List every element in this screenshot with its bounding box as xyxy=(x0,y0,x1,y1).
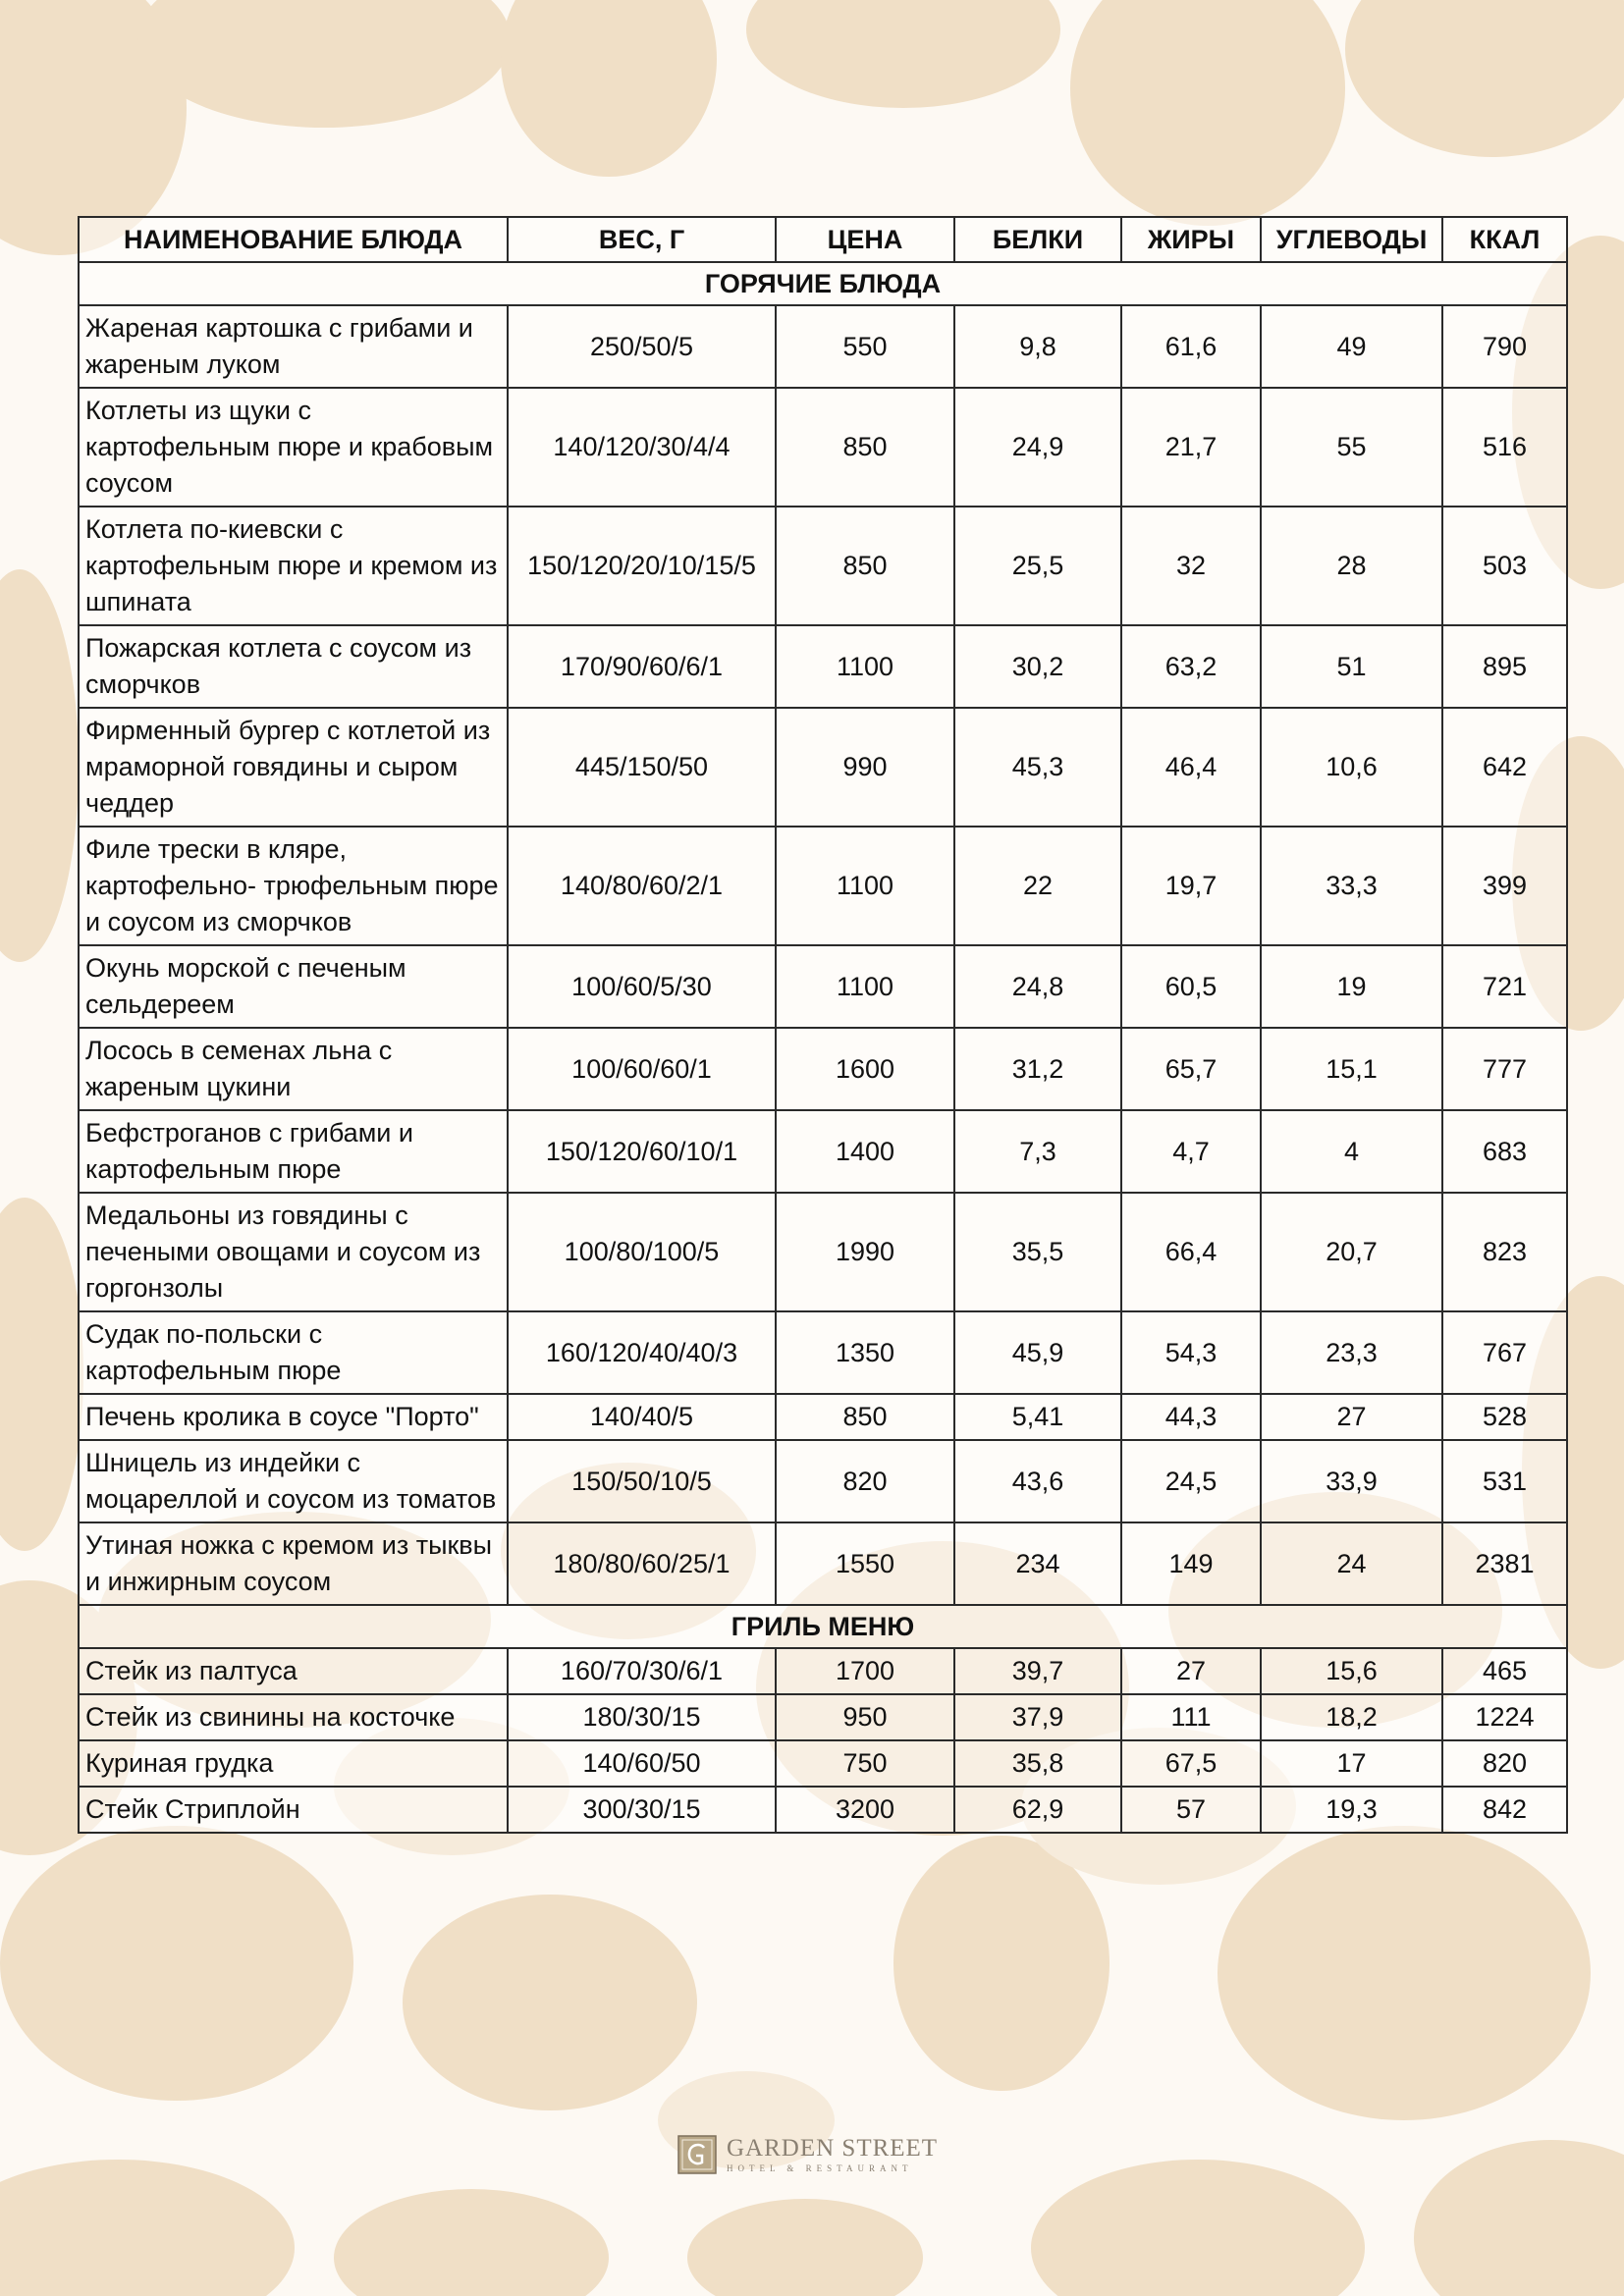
protein-cell: 45,9 xyxy=(954,1311,1121,1394)
table-row xyxy=(79,507,1567,625)
price-cell: 950 xyxy=(776,1694,954,1740)
kcal-cell: 399 xyxy=(1442,827,1567,945)
fat-cell: 149 xyxy=(1121,1522,1261,1605)
header-price: ЦЕНА xyxy=(776,217,954,262)
dish-name-cell: Лосось в семенах льна с жареным цукини xyxy=(79,1028,508,1110)
protein-cell: 25,5 xyxy=(954,507,1121,625)
fat-cell: 21,7 xyxy=(1121,388,1261,507)
protein-cell: 24,9 xyxy=(954,388,1121,507)
price-cell: 820 xyxy=(776,1440,954,1522)
weight-cell: 150/120/60/10/1 xyxy=(508,1110,776,1193)
fat-cell: 65,7 xyxy=(1121,1028,1261,1110)
fat-cell: 67,5 xyxy=(1121,1740,1261,1787)
kcal-cell: 1224 xyxy=(1442,1694,1567,1740)
price-cell: 1550 xyxy=(776,1522,954,1605)
fat-cell: 44,3 xyxy=(1121,1394,1261,1440)
protein-cell: 39,7 xyxy=(954,1648,1121,1694)
logo-subtitle: HOTEL & RESTAURANT xyxy=(727,2163,913,2173)
kcal-cell: 820 xyxy=(1442,1740,1567,1787)
fat-cell: 63,2 xyxy=(1121,625,1261,708)
price-cell: 750 xyxy=(776,1740,954,1787)
kcal-cell: 767 xyxy=(1442,1311,1567,1394)
price-cell: 1990 xyxy=(776,1193,954,1311)
dish-name-cell: Стейк Стриплойн xyxy=(79,1787,508,1833)
fat-cell: 66,4 xyxy=(1121,1193,1261,1311)
garden-street-logo xyxy=(677,2130,952,2179)
table-row xyxy=(79,1193,1567,1311)
table-row xyxy=(79,1740,1567,1787)
weight-cell: 140/60/50 xyxy=(508,1740,776,1787)
protein-cell: 9,8 xyxy=(954,305,1121,388)
protein-cell: 5,41 xyxy=(954,1394,1121,1440)
carbs-cell: 24 xyxy=(1261,1522,1442,1605)
carbs-cell: 27 xyxy=(1261,1394,1442,1440)
table-row xyxy=(79,708,1567,827)
kcal-cell: 2381 xyxy=(1442,1522,1567,1605)
carbs-cell: 18,2 xyxy=(1261,1694,1442,1740)
weight-cell: 140/120/30/4/4 xyxy=(508,388,776,507)
table-row xyxy=(79,827,1567,945)
table-row xyxy=(79,1694,1567,1740)
weight-cell: 140/40/5 xyxy=(508,1394,776,1440)
carbs-cell: 51 xyxy=(1261,625,1442,708)
carbs-cell: 55 xyxy=(1261,388,1442,507)
kcal-cell: 528 xyxy=(1442,1394,1567,1440)
fat-cell: 57 xyxy=(1121,1787,1261,1833)
price-cell: 1600 xyxy=(776,1028,954,1110)
dish-name-cell: Судак по-польски с картофельным пюре xyxy=(79,1311,508,1394)
dish-name-cell: Шницель из индейки с моцареллой и соусом из томатов xyxy=(79,1440,508,1522)
carbs-cell: 19 xyxy=(1261,945,1442,1028)
table-row xyxy=(79,1787,1567,1833)
protein-cell: 31,2 xyxy=(954,1028,1121,1110)
weight-cell: 180/30/15 xyxy=(508,1694,776,1740)
carbs-cell: 33,3 xyxy=(1261,827,1442,945)
kcal-cell: 503 xyxy=(1442,507,1567,625)
dish-name-cell: Филе трески в кляре, картофельно- трюфельным пюре и соусом из сморчков xyxy=(79,827,508,945)
price-cell: 1700 xyxy=(776,1648,954,1694)
kcal-cell: 895 xyxy=(1442,625,1567,708)
protein-cell: 22 xyxy=(954,827,1121,945)
carbs-cell: 17 xyxy=(1261,1740,1442,1787)
table-row xyxy=(79,305,1567,388)
price-cell: 1350 xyxy=(776,1311,954,1394)
logo-name: GARDEN STREET xyxy=(727,2135,939,2162)
fat-cell: 24,5 xyxy=(1121,1440,1261,1522)
dish-name-cell: Бефстроганов с грибами и картофельным пюре xyxy=(79,1110,508,1193)
section-header-row xyxy=(79,1605,1567,1648)
fat-cell: 111 xyxy=(1121,1694,1261,1740)
header-dish-name: НАИМЕНОВАНИЕ БЛЮДА xyxy=(79,217,508,262)
fat-cell: 32 xyxy=(1121,507,1261,625)
weight-cell: 150/50/10/5 xyxy=(508,1440,776,1522)
table-row xyxy=(79,1394,1567,1440)
table-row xyxy=(79,945,1567,1028)
kcal-cell: 531 xyxy=(1442,1440,1567,1522)
header-weight: ВЕС, Г xyxy=(508,217,776,262)
section-title: ГРИЛЬ МЕНЮ xyxy=(79,1605,1567,1648)
weight-cell: 250/50/5 xyxy=(508,305,776,388)
weight-cell: 100/60/60/1 xyxy=(508,1028,776,1110)
protein-cell: 43,6 xyxy=(954,1440,1121,1522)
kcal-cell: 790 xyxy=(1442,305,1567,388)
table-row xyxy=(79,1110,1567,1193)
header-protein: БЕЛКИ xyxy=(954,217,1121,262)
price-cell: 1100 xyxy=(776,945,954,1028)
dish-name-cell: Окунь морской с печеным сельдереем xyxy=(79,945,508,1028)
carbs-cell: 23,3 xyxy=(1261,1311,1442,1394)
dish-name-cell: Утиная ножка с кремом из тыквы и инжирным соусом xyxy=(79,1522,508,1605)
dish-name-cell: Куриная грудка xyxy=(79,1740,508,1787)
section-title: ГОРЯЧИЕ БЛЮДА xyxy=(79,262,1567,305)
header-kcal: ККАЛ xyxy=(1442,217,1567,262)
kcal-cell: 823 xyxy=(1442,1193,1567,1311)
section-header-row xyxy=(79,262,1567,305)
fat-cell: 4,7 xyxy=(1121,1110,1261,1193)
dish-name-cell: Котлета по-киевски с картофельным пюре и кремом из шпината xyxy=(79,507,508,625)
weight-cell: 140/80/60/2/1 xyxy=(508,827,776,945)
table-row xyxy=(79,1522,1567,1605)
kcal-cell: 842 xyxy=(1442,1787,1567,1833)
dish-name-cell: Котлеты из щуки с картофельным пюре и крабовым соусом xyxy=(79,388,508,507)
kcal-cell: 465 xyxy=(1442,1648,1567,1694)
protein-cell: 30,2 xyxy=(954,625,1121,708)
table-row xyxy=(79,1028,1567,1110)
price-cell: 550 xyxy=(776,305,954,388)
weight-cell: 160/70/30/6/1 xyxy=(508,1648,776,1694)
price-cell: 3200 xyxy=(776,1787,954,1833)
table-header-row xyxy=(79,217,1567,262)
carbs-cell: 15,6 xyxy=(1261,1648,1442,1694)
fat-cell: 27 xyxy=(1121,1648,1261,1694)
weight-cell: 300/30/15 xyxy=(508,1787,776,1833)
carbs-cell: 33,9 xyxy=(1261,1440,1442,1522)
protein-cell: 37,9 xyxy=(954,1694,1121,1740)
carbs-cell: 49 xyxy=(1261,305,1442,388)
table-row xyxy=(79,625,1567,708)
price-cell: 1100 xyxy=(776,827,954,945)
garden-street-emblem-icon xyxy=(677,2135,717,2174)
kcal-cell: 516 xyxy=(1442,388,1567,507)
dish-name-cell: Фирменный бургер с котлетой из мраморной говядины и сыром чеддер xyxy=(79,708,508,827)
weight-cell: 150/120/20/10/15/5 xyxy=(508,507,776,625)
carbs-cell: 20,7 xyxy=(1261,1193,1442,1311)
weight-cell: 180/80/60/25/1 xyxy=(508,1522,776,1605)
protein-cell: 35,8 xyxy=(954,1740,1121,1787)
kcal-cell: 721 xyxy=(1442,945,1567,1028)
header-fat: ЖИРЫ xyxy=(1121,217,1261,262)
dish-name-cell: Пожарская котлета с соусом из сморчков xyxy=(79,625,508,708)
price-cell: 990 xyxy=(776,708,954,827)
dish-name-cell: Стейк из палтуса xyxy=(79,1648,508,1694)
header-carbs: УГЛЕВОДЫ xyxy=(1261,217,1442,262)
price-cell: 850 xyxy=(776,388,954,507)
protein-cell: 7,3 xyxy=(954,1110,1121,1193)
weight-cell: 100/60/5/30 xyxy=(508,945,776,1028)
fat-cell: 61,6 xyxy=(1121,305,1261,388)
dish-name-cell: Стейк из свинины на косточке xyxy=(79,1694,508,1740)
carbs-cell: 15,1 xyxy=(1261,1028,1442,1110)
weight-cell: 445/150/50 xyxy=(508,708,776,827)
dish-name-cell: Медальоны из говядины с печеными овощами и соусом из горгонзолы xyxy=(79,1193,508,1311)
dish-name-cell: Жареная картошка с грибами и жареным луком xyxy=(79,305,508,388)
kcal-cell: 683 xyxy=(1442,1110,1567,1193)
price-cell: 1100 xyxy=(776,625,954,708)
menu-nutrition-table xyxy=(78,216,1568,1834)
table-row xyxy=(79,1311,1567,1394)
weight-cell: 160/120/40/40/3 xyxy=(508,1311,776,1394)
table-row xyxy=(79,1440,1567,1522)
fat-cell: 60,5 xyxy=(1121,945,1261,1028)
kcal-cell: 642 xyxy=(1442,708,1567,827)
carbs-cell: 4 xyxy=(1261,1110,1442,1193)
carbs-cell: 19,3 xyxy=(1261,1787,1442,1833)
table-row xyxy=(79,1648,1567,1694)
table-row xyxy=(79,388,1567,507)
protein-cell: 35,5 xyxy=(954,1193,1121,1311)
price-cell: 850 xyxy=(776,1394,954,1440)
fat-cell: 46,4 xyxy=(1121,708,1261,827)
fat-cell: 54,3 xyxy=(1121,1311,1261,1394)
protein-cell: 24,8 xyxy=(954,945,1121,1028)
protein-cell: 234 xyxy=(954,1522,1121,1605)
dish-name-cell: Печень кролика в соусе "Порто" xyxy=(79,1394,508,1440)
weight-cell: 100/80/100/5 xyxy=(508,1193,776,1311)
carbs-cell: 10,6 xyxy=(1261,708,1442,827)
fat-cell: 19,7 xyxy=(1121,827,1261,945)
price-cell: 1400 xyxy=(776,1110,954,1193)
protein-cell: 45,3 xyxy=(954,708,1121,827)
carbs-cell: 28 xyxy=(1261,507,1442,625)
kcal-cell: 777 xyxy=(1442,1028,1567,1110)
protein-cell: 62,9 xyxy=(954,1787,1121,1833)
weight-cell: 170/90/60/6/1 xyxy=(508,625,776,708)
price-cell: 850 xyxy=(776,507,954,625)
